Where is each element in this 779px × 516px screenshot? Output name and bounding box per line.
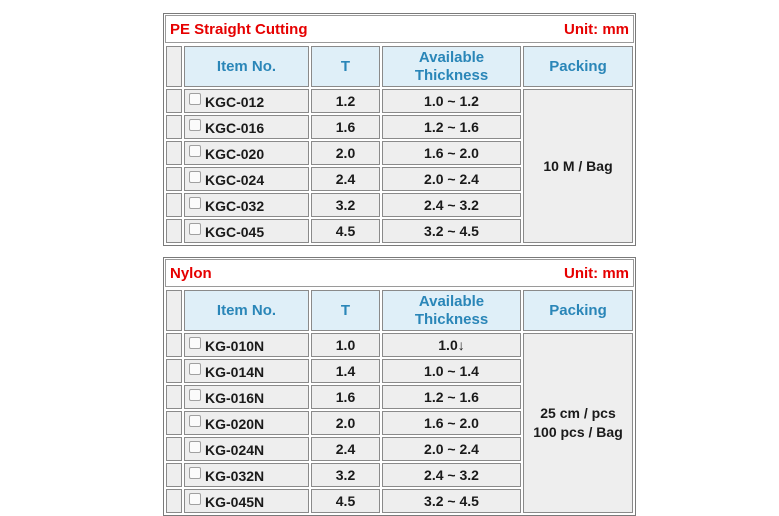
thickness-t-cell: 1.6 (311, 115, 380, 139)
item-number: KG-024N (205, 441, 265, 458)
row-checkbox[interactable] (189, 93, 201, 105)
nylon-header-select (166, 290, 182, 331)
available-thickness-cell: 1.0 ~ 1.4 (382, 359, 521, 383)
row-checkbox[interactable] (189, 197, 201, 209)
row-lead-cell (166, 193, 182, 217)
thickness-t-cell: 1.4 (311, 359, 380, 383)
packing-cell (523, 89, 633, 243)
row-lead-cell (166, 141, 182, 165)
available-thickness-cell: 1.2 ~ 1.6 (382, 385, 521, 409)
pe-table (164, 44, 635, 245)
available-thickness-cell: 1.2 ~ 1.6 (382, 115, 521, 139)
row-checkbox[interactable] (189, 171, 201, 183)
item-cell (184, 333, 309, 357)
available-thickness-cell: 2.0 ~ 2.4 (382, 437, 521, 461)
item-number: KGC-045 (205, 223, 265, 240)
nylon-header-available (382, 290, 521, 331)
thickness-t-cell: 4.5 (311, 489, 380, 513)
thickness-t-cell: 4.5 (311, 219, 380, 243)
pe-header-item: Item No. (184, 46, 309, 87)
pe-title-bar (165, 15, 634, 43)
pe-header-t: T (311, 46, 380, 87)
available-thickness-cell: 2.4 ~ 3.2 (382, 463, 521, 487)
available-thickness-cell: 1.6 ~ 2.0 (382, 411, 521, 435)
row-lead-cell (166, 411, 182, 435)
item-number: KG-032N (205, 467, 265, 484)
item-cell (184, 411, 309, 435)
thickness-t-cell: 2.4 (311, 437, 380, 461)
row-lead-cell (166, 385, 182, 409)
pe-header-available-2: Thickness (414, 66, 489, 84)
item-number: KGC-032 (205, 197, 265, 214)
row-checkbox[interactable] (189, 363, 201, 375)
item-number: KGC-012 (205, 93, 265, 110)
pe-unit: Unit: mm (564, 20, 629, 38)
nylon-body (166, 333, 633, 513)
row-checkbox[interactable] (189, 441, 201, 453)
pe-panel (163, 13, 636, 246)
pe-header-available (382, 46, 521, 87)
packing-line-1: 10 M / Bag (543, 157, 613, 174)
item-cell (184, 489, 309, 513)
item-cell (184, 193, 309, 217)
item-number: KGC-020 (205, 145, 265, 162)
row-lead-cell (166, 359, 182, 383)
nylon-header-packing: Packing (523, 290, 633, 331)
item-number: KG-020N (205, 415, 265, 432)
available-thickness-cell: 1.0 ~ 1.2 (382, 89, 521, 113)
item-cell (184, 89, 309, 113)
packing-cell (523, 333, 633, 513)
pe-header-select (166, 46, 182, 87)
available-thickness-cell: 1.6 ~ 2.0 (382, 141, 521, 165)
row-checkbox[interactable] (189, 119, 201, 131)
item-cell (184, 115, 309, 139)
pe-body (166, 89, 633, 243)
nylon-header-available-1: Available (418, 292, 485, 310)
item-cell (184, 219, 309, 243)
nylon-header-available-2: Thickness (414, 310, 489, 328)
row-lead-cell (166, 489, 182, 513)
pe-header-row (166, 46, 633, 87)
item-cell (184, 141, 309, 165)
thickness-t-cell: 1.6 (311, 385, 380, 409)
row-checkbox[interactable] (189, 415, 201, 427)
thickness-t-cell: 3.2 (311, 193, 380, 217)
row-lead-cell (166, 437, 182, 461)
thickness-t-cell: 2.0 (311, 141, 380, 165)
nylon-panel (163, 257, 636, 516)
nylon-table (164, 288, 635, 515)
item-number: KG-016N (205, 389, 265, 406)
available-thickness-cell: 3.2 ~ 4.5 (382, 219, 521, 243)
thickness-t-cell: 1.0 (311, 333, 380, 357)
pe-title: PE Straight Cutting (170, 20, 308, 38)
item-number: KG-045N (205, 493, 265, 510)
row-lead-cell (166, 167, 182, 191)
item-cell (184, 359, 309, 383)
row-checkbox[interactable] (189, 493, 201, 505)
nylon-unit: Unit: mm (564, 264, 629, 282)
item-cell (184, 167, 309, 191)
table-row (166, 333, 633, 357)
thickness-t-cell: 2.4 (311, 167, 380, 191)
item-cell (184, 437, 309, 461)
row-checkbox[interactable] (189, 145, 201, 157)
row-lead-cell (166, 89, 182, 113)
item-number: KG-014N (205, 363, 265, 380)
available-thickness-cell: 1.0↓ (382, 333, 521, 357)
nylon-title: Nylon (170, 264, 212, 282)
nylon-header-t: T (311, 290, 380, 331)
item-cell (184, 385, 309, 409)
available-thickness-cell: 2.4 ~ 3.2 (382, 193, 521, 217)
table-row (166, 89, 633, 113)
pe-header-available-1: Available (418, 48, 485, 66)
row-checkbox[interactable] (189, 337, 201, 349)
row-checkbox[interactable] (189, 467, 201, 479)
packing-line-1: 25 cm / pcs (540, 405, 616, 421)
item-number: KGC-016 (205, 119, 265, 136)
row-lead-cell (166, 463, 182, 487)
nylon-header-row (166, 290, 633, 331)
thickness-t-cell: 2.0 (311, 411, 380, 435)
available-thickness-cell: 3.2 ~ 4.5 (382, 489, 521, 513)
thickness-t-cell: 1.2 (311, 89, 380, 113)
row-lead-cell (166, 219, 182, 243)
nylon-title-bar (165, 259, 634, 287)
row-lead-cell (166, 333, 182, 357)
row-checkbox[interactable] (189, 389, 201, 401)
available-thickness-cell: 2.0 ~ 2.4 (382, 167, 521, 191)
pe-header-packing: Packing (523, 46, 633, 87)
item-number: KGC-024 (205, 171, 265, 188)
item-cell (184, 463, 309, 487)
row-checkbox[interactable] (189, 223, 201, 235)
item-number: KG-010N (205, 337, 265, 354)
nylon-header-item: Item No. (184, 290, 309, 331)
thickness-t-cell: 3.2 (311, 463, 380, 487)
packing-line-2: 100 pcs / Bag (533, 424, 623, 440)
row-lead-cell (166, 115, 182, 139)
